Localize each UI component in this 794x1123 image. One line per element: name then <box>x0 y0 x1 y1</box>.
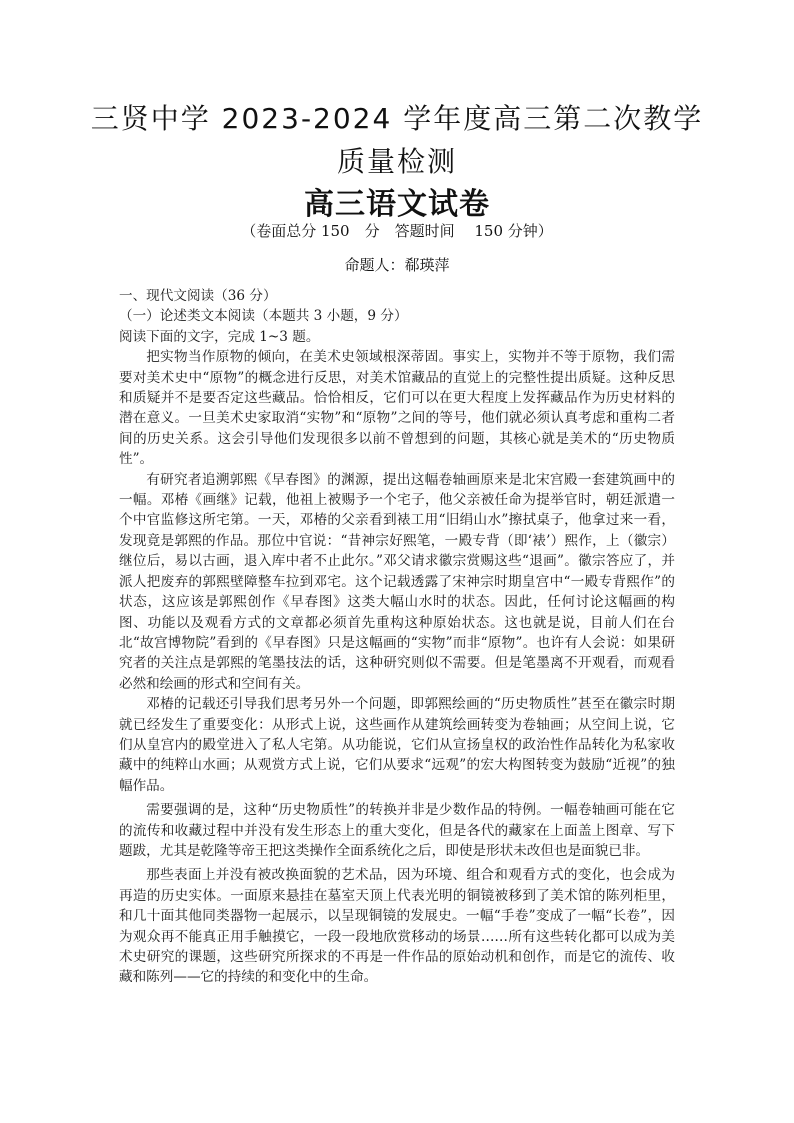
passage-paragraph-1: 把实物当作原物的倾向，在美术史领域根深蒂固。事实上，实物并不等于原物，我们需要对美术史中“原物”的概念进行反思，对美术馆藏品的直觉上的完整性提出质疑。这种反思和质疑并不是要否定这些藏品。恰恰相反，它们可以在更大程度上发挥藏品作为历史材料的潜在意义。一旦美术史家取消“实物”和“原物”之间的等号，他们就必须认真考虑和重构二者间的历史关系。这会引导他们发现很多以前不曾想到的问题，其核心就是美术的“历史物质性”。 <box>119 349 675 468</box>
exam-title-line2: 质量检测 <box>336 145 457 178</box>
passage-paragraph-3: 邓椿的记载还引导我们思考另外一个问题，即郭熙绘画的“历史物质性”甚至在徽宗时期就已经发生了重要变化：从形式上说，这些画作从建筑绘画转变为卷轴画；从空间上说，它们从皇宫内的殿堂进入了私人宅第。从功能说，它们从宣扬皇权的政治性作品转化为私家收藏中的纯粹山水画；从观赏方式上说，它们从要求“远观”的宏大构图转变为鼓励“近视”的独幅作品。 <box>119 696 675 794</box>
exam-score-time-info: （卷面总分 150 分 答题时间 150 分钟） <box>241 222 553 240</box>
passage-paragraph-4: 需要强调的是，这种“历史物质性”的转换并非是少数作品的特例。一幅卷轴画可能在它的流传和收藏过程中并没有发生形态上的重大变化，但是各代的藏家在上面盖上图章、写下题跋，尤其是乾隆等帝王把这类操作全面系统化之后，即使是形状未改但也是面貌已非。 <box>119 802 675 859</box>
passage-paragraph-5: 那些表面上并没有被改换面貌的艺术品，因为环境、组合和观看方式的变化，也会成为再造的历史实体。一面原来悬挂在墓室天顶上代表光明的铜镜被移到了美术馆的陈列柜里，和几十面其他同类器物一起展示，以呈现铜镜的发展史。一幅“手卷”变成了一幅“长卷”，因为观众再不能真正用手触摸它，一段一段地欣赏移动的场景……所有这些转化都可以成为美术史研究的课题，这些研究所探求的不再是一件作品的原始动机和创作，而是它的流传、收藏和陈列——它的持续的和变化中的生命。 <box>119 867 675 986</box>
section-instruction: 阅读下面的文字，完成 1~3 题。 <box>119 328 320 345</box>
exam-title-line1: 三贤中学 2023-2024 学年度高三第二次教学 <box>90 102 704 135</box>
exam-author: 命题人：郗瑛萍 <box>344 256 450 274</box>
reading-section <box>119 286 675 988</box>
section-heading: 一、现代文阅读（36 分） <box>119 288 277 304</box>
passage-paragraph-2: 有研究者追溯郭熙《早春图》的渊源，提出这幅卷轴画原来是北宋宫殿一套建筑画中的一幅。邓椿《画继》记载，他祖上被赐予一个宅子，他父亲被任命为提举官时，朝廷派遣一个中官监修这所宅第。一天，邓椿的父亲看到裱工用“旧绢山水”擦拭桌子，他拿过来一看，发现竟是郭熙的作品。那位中官说：“昔神宗好熙笔，一殿专背（即‘裱’）熙作，上（徽宗）继位后，易以古画，退入库中者不止此尔。”邓父请求徽宗赏赐这些“退画”。徽宗答应了，并派人把废弃的郭熙壁障整车拉到邓宅。这个记载透露了宋神宗时期皇宫中“一殿专背熙作”的状态，这应该是郭熙创作《早春图》这类大幅山水时的状态。因此，任何讨论这幅画的构图、功能以及观看方式的文章都必须首先重构这种原始状态。这也就是说，目前人们在台北“故宫博物院”看到的《早春图》只是这幅画的“实物”而非“原物”。也许有人会说：如果研究者的关注点是郭熙的笔墨技法的话，这种研究则似不需要。但是笔墨离不开观看，而观看必然和绘画的形式和空间有关。 <box>119 471 675 692</box>
section-subheading: （一）论述类文本阅读（本题共 3 小题，9 分） <box>119 308 408 325</box>
exam-subject-title: 高三语文试卷 <box>304 187 490 222</box>
